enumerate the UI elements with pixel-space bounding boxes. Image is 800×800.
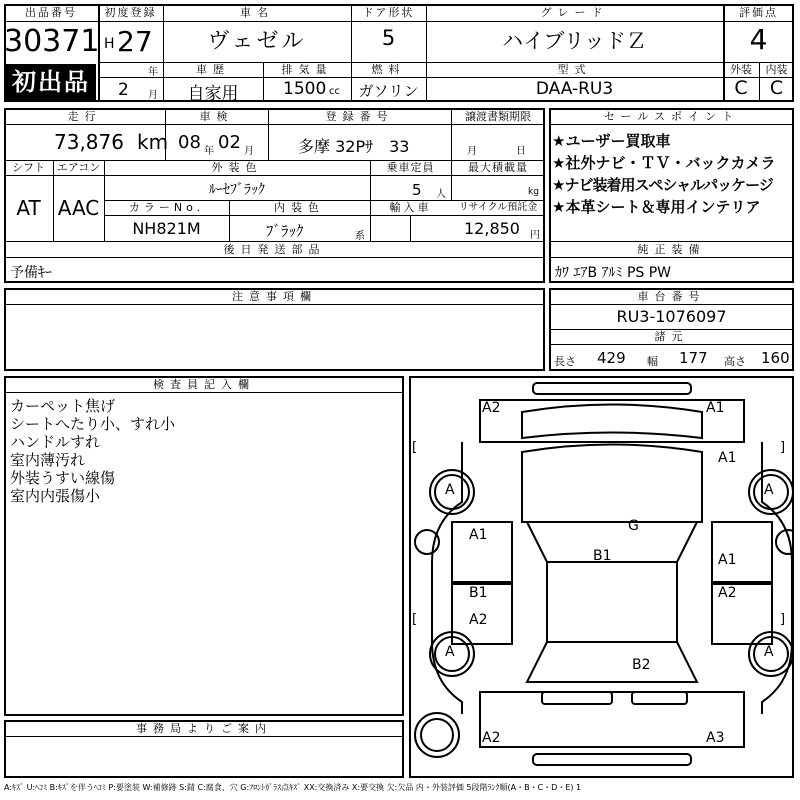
mark-front-right: A1 (706, 400, 725, 416)
inspection-year: 08 (178, 132, 201, 153)
month-value: 2 (118, 80, 129, 100)
bracket-left-top: [ (412, 440, 418, 455)
recycle-label: リサイクル預託金 (458, 202, 538, 213)
capacity-value: 5 (412, 181, 422, 199)
score-value: 4 (749, 23, 768, 56)
score-label: 評価点 (739, 6, 778, 19)
int-color-label: 内装色 (274, 201, 325, 214)
notes-label: 注意事項欄 (232, 290, 317, 303)
month-suffix: 月 (148, 90, 158, 101)
inspector-line-5: 外装うすい線傷 (10, 469, 116, 487)
car-outline (411, 378, 792, 776)
sales-point-4: ★本革シート＆専用インテリア (552, 198, 761, 216)
int-color-suffix: 系 (355, 231, 365, 242)
fuel-label: 燃料 (371, 63, 406, 76)
load-label: 最大積載量 (468, 161, 528, 174)
fuel-value: ガソリン (358, 82, 419, 100)
inspector-line-4: 室内薄汚れ (10, 451, 86, 469)
inspector-line-6: 室内内張傷小 (10, 487, 101, 505)
history-label: 車歴 (196, 63, 230, 76)
exterior-value: C (734, 77, 748, 99)
inspector-line-1: カーペット焦げ (10, 397, 116, 415)
capacity-unit: 人 (436, 189, 446, 200)
inspector-line-2: シートへたり小、すれ小 (10, 415, 176, 433)
width-value: 177 (679, 349, 708, 367)
mark-left-rear-door-a: A2 (469, 612, 488, 628)
int-color-value: ﾌﾞﾗｯｸ (266, 222, 304, 240)
ext-color-label: 外装色 (211, 161, 263, 174)
mark-roof: B1 (593, 548, 612, 564)
chassis-label: 車台番号 (637, 290, 706, 303)
recycle-value: 12,850 (464, 219, 520, 238)
ext-color-value: ﾙｰｾﾌﾞﾗｯｸ (209, 182, 265, 198)
mileage-value: 73,876 (54, 130, 124, 154)
door-label: ドア形状 (362, 6, 415, 19)
transfer-day-unit: 日 (516, 146, 526, 157)
mark-rear-right: A3 (706, 730, 725, 746)
interior-label: 内装 (765, 63, 788, 76)
mark-front-left: A2 (482, 400, 501, 416)
height-value: 160 (761, 349, 790, 367)
legend-text: A:ｷｽﾞ U:ﾍｺﾐ B:ｷｽﾞを伴うﾍｺﾐ P:要塗装 W:補修跡 S:錆 C:腐食、穴 G:ﾌﾛﾝﾄｶﾞﾗｽ点ｷｽﾞ XX:交換済み X:要交換 欠:欠品 内・外装評価 5段階ﾗﾝｸ順(A・B・C・D・E) 1 (4, 783, 582, 792)
year-suffix: 年 (148, 67, 158, 78)
model-value: DAA-RU3 (535, 79, 614, 99)
lot-number: 30371 (4, 24, 100, 59)
mark-windshield: G (628, 518, 639, 534)
grade-label: グレード (540, 6, 609, 19)
later-parts-value: 予備ｷｰ (10, 265, 52, 281)
history-value: 自家用 (187, 84, 239, 104)
shift-label: シフト (12, 161, 45, 174)
car-diagram (409, 376, 794, 778)
inspector-label: 検査員記入欄 (153, 378, 255, 391)
sales-points-label: セールスポイント (603, 110, 739, 123)
mark-right-rear-wheel: A (764, 644, 774, 660)
bracket-left-bottom: [ (412, 612, 418, 627)
mark-left-rear-wheel: A (445, 644, 455, 660)
mark-left-front-door: A1 (469, 527, 488, 543)
mileage-unit: km (137, 130, 169, 154)
height-label: 高さ (724, 355, 746, 368)
inspection-year-unit: 年 (204, 146, 214, 157)
door-value: 5 (381, 26, 396, 50)
mileage-label: 走行 (67, 110, 102, 123)
plate-value: 多摩 32Pｻ 33 (298, 137, 410, 156)
mark-rear-left: A2 (482, 730, 501, 746)
transfer-month-unit: 月 (467, 146, 477, 157)
model-label: 型式 (557, 63, 592, 76)
color-no-label: カラーNo. (128, 201, 205, 214)
grade-value: ハイブリッドＺ (502, 29, 647, 53)
bracket-right-top: ] (780, 440, 786, 455)
era-prefix: H (104, 36, 115, 52)
mark-right-fender: A1 (718, 450, 737, 466)
load-unit: kg (528, 187, 539, 197)
lot-number-label: 出品番号 (25, 6, 77, 19)
mark-right-front-wheel: A (764, 482, 774, 498)
equipment-value: ｶﾜ ｴｱB ｱﾙﾐ PS PW (555, 265, 672, 281)
later-parts-label: 後日発送部品 (223, 243, 326, 256)
chassis-value: RU3-1076097 (616, 307, 727, 326)
transfer-label: 譲渡書類期限 (465, 110, 531, 123)
bracket-right-bottom: ] (780, 612, 786, 627)
mark-right-rear-door: A2 (718, 585, 737, 601)
import-label: 輸入車 (389, 201, 432, 214)
mark-tailgate: B2 (632, 657, 651, 673)
length-label: 長さ (554, 355, 576, 368)
exterior-label: 外装 (730, 63, 752, 76)
inspection-label: 車検 (199, 110, 234, 123)
sales-point-3: ★ナビ装着用スペシャルパッケージ (552, 176, 773, 194)
mark-right-front-door: A1 (718, 552, 737, 568)
displacement-unit: cc (329, 86, 340, 97)
recycle-unit: 円 (530, 230, 540, 241)
width-label: 幅 (647, 355, 658, 368)
year-value: 27 (117, 25, 153, 58)
car-name: ヴェゼル (207, 29, 307, 54)
plate-label: 登録番号 (325, 110, 394, 123)
length-value: 429 (597, 349, 626, 367)
interior-value: C (769, 77, 784, 99)
displacement-label: 排気量 (281, 63, 333, 76)
first-listing-badge: 初出品 (6, 64, 96, 100)
ac-label: エアコン (56, 161, 101, 174)
car-name-label: 車名 (240, 6, 274, 19)
mark-left-front-wheel: A (445, 482, 455, 498)
sales-point-2: ★社外ナビ・ＴＶ・バックカメラ (552, 154, 776, 172)
inspection-month-unit: 月 (244, 146, 254, 157)
sales-point-1: ★ユーザー買取車 (552, 132, 671, 150)
mark-left-rear-door-b: B1 (469, 585, 488, 601)
first-reg-label: 初度登録 (104, 6, 157, 19)
inspection-month: 02 (218, 132, 241, 153)
dims-label: 諸元 (654, 330, 689, 343)
office-label: 事務局よりご案内 (136, 722, 272, 735)
shift-value: AT (16, 196, 41, 220)
inspector-line-3: ハンドルすれ (10, 433, 101, 451)
displacement-value: 1500 (283, 79, 327, 99)
capacity-label: 乗車定員 (386, 161, 435, 174)
ac-value: AAC (57, 196, 100, 220)
equipment-label: 純正装備 (637, 243, 706, 256)
color-no-value: NH821M (132, 219, 201, 238)
